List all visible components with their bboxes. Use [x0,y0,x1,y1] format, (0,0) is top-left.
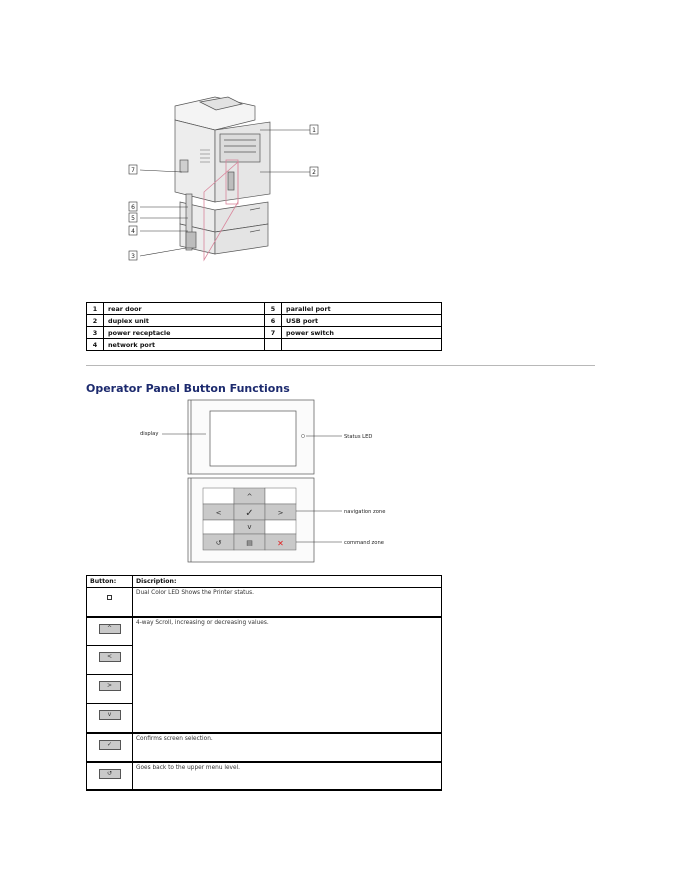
down-arrow-key[interactable]: v [247,523,252,531]
check-icon: ✓ [99,740,121,750]
part-number: 1 [87,303,104,315]
part-name: network port [104,339,265,351]
right-arrow-key[interactable]: > [277,509,284,517]
column-header-description: Discription: [133,576,442,588]
cancel-key[interactable]: ✕ [277,539,284,548]
button-cell [87,762,133,790]
button-cell [87,704,133,733]
part-name [282,339,442,351]
part-number: 5 [265,303,282,315]
button-cell [87,646,133,675]
part-number: 4 [87,339,104,351]
callout-4: 4 [131,228,135,235]
left-arrow-key[interactable]: < [215,509,222,517]
table-row [87,315,442,327]
display-label: display [140,431,159,437]
navigation-zone-label: navigation zone [344,509,386,515]
section-divider [86,365,595,366]
printer-rear-view-illustration [120,92,330,272]
part-number: 6 [265,315,282,327]
button-functions-table [86,575,442,791]
description-cell: Dual Color LED Shows the Printer status. [133,588,442,617]
table-row [87,588,442,617]
part-name: power receptacle [104,327,265,339]
back-key[interactable]: ↺ [215,539,222,547]
button-cell [87,617,133,646]
table-row [87,327,442,339]
back-icon: ↺ [99,769,121,779]
callout-3: 3 [131,253,135,260]
status-led-label: Status LED [344,434,373,440]
table-row [87,733,442,762]
table-row [87,339,442,351]
button-cell [87,588,133,617]
table-row [87,303,442,315]
up-arrow-icon: ^ [99,624,121,634]
callout-1: 1 [312,127,316,134]
status-led-icon [107,595,112,600]
down-arrow-icon: v [99,710,121,720]
part-name: parallel port [282,303,442,315]
command-zone-label: command zone [344,540,384,546]
up-arrow-key[interactable]: ^ [246,493,253,501]
column-header-button: Button: [87,576,133,588]
part-name: power switch [282,327,442,339]
part-number: 3 [87,327,104,339]
description-cell: Goes back to the upper menu level. [133,762,442,790]
part-number: 7 [265,327,282,339]
part-name: rear door [104,303,265,315]
table-header-row [87,576,442,588]
ok-check-key[interactable]: ✓ [245,508,254,519]
table-row [87,617,442,646]
part-number: 2 [87,315,104,327]
callout-6: 6 [131,204,135,211]
part-name: USB port [282,315,442,327]
callout-2: 2 [312,169,316,176]
menu-key[interactable]: ▤ [246,539,253,547]
button-cell [87,733,133,762]
section-title: Operator Panel Button Functions [86,382,290,395]
button-cell [87,675,133,704]
part-name: duplex unit [104,315,265,327]
right-arrow-icon: > [99,681,121,691]
left-arrow-icon: < [99,652,121,662]
callout-5: 5 [131,215,135,222]
part-number [265,339,282,351]
table-row [87,762,442,790]
description-cell: 4-way Scroll, increasing or decreasing values. [133,617,442,733]
operator-panel-illustration [136,396,396,566]
parts-legend-table [86,302,442,351]
description-cell: Confirms screen selection. [133,733,442,762]
callout-7: 7 [131,167,135,174]
